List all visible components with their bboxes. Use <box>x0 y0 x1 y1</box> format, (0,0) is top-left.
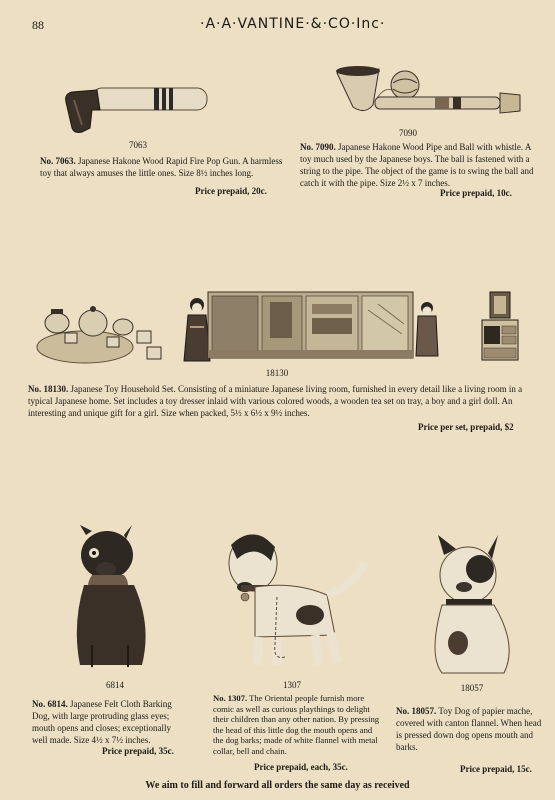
item-text-7063: Japanese Hakone Wood Rapid Fire Pop Gun. A harmless toy that always amuses the little ones. Size 8½ inches long. <box>40 156 283 178</box>
pop-gun-illustration <box>62 70 212 140</box>
price-6814: Price prepaid, 35c. <box>102 746 174 756</box>
price-1307: Price prepaid, each, 35c. <box>254 762 348 772</box>
item-text-18130: Japanese Toy Household Set. Consisting of a miniature Japanese living room, furnished in every detail like a living room in a typical Japanese home. Set includes a toy dresser inlaid with various colored woods, a wooden tea set on tray, a boy and a girl doll. An interesting and unique gift for a girl. Size when packed, 5½ x 6½ x 9½ inches. <box>28 384 523 418</box>
price-7090: Price prepaid, 10c. <box>440 188 512 198</box>
item-text-6814: Japanese Felt Cloth Barking Dog, with large protruding glass eyes; mouth opens and closes; exceptionally well made. Size 4½ x 7½ inches. <box>32 699 172 745</box>
caption-7063: 7063 <box>129 140 147 150</box>
caption-18057: 18057 <box>460 683 484 693</box>
dresser-illustration <box>478 290 523 365</box>
price-7063: Price prepaid, 20c. <box>195 186 267 196</box>
papier-mache-dog-illustration <box>428 535 518 680</box>
caption-18130: 18130 <box>265 368 289 378</box>
item-number-7063: No. 7063. <box>40 156 76 166</box>
item-text-7090: Japanese Hakone Wood Pipe and Ball with whistle. A toy much used by the Japanese boys. The ball is fastened with a string to the pipe. The object of the game is to swing the ball and catch it with the pipe. Size 2½ x 7 inches. <box>300 142 534 188</box>
description-7090 <box>300 141 536 189</box>
flannel-dog-illustration <box>215 525 375 675</box>
description-1307 <box>213 693 381 756</box>
item-number-18057: No. 18057. <box>396 706 437 716</box>
description-18130 <box>28 383 540 419</box>
caption-7090: 7090 <box>399 128 417 138</box>
item-text-1307: The Oriental people furnish more comic as well as curious playthings to delight their children than any other nation. By pressing the head of this little dog the mouth opens and the dog barks; made of white flannel with metal collar, bell and chain. <box>213 693 380 756</box>
price-18130: Price per set, prepaid, $2 <box>418 422 514 432</box>
price-18057: Price prepaid, 15c. <box>460 764 532 774</box>
page-number: 88 <box>32 18 44 32</box>
item-number-7090: No. 7090. <box>300 142 336 152</box>
item-number-18130: No. 18130. <box>28 384 69 394</box>
tea-set-illustration <box>35 295 165 365</box>
brand-header: ·A·A·VANTINE·&·CO·Inc· <box>200 16 386 32</box>
felt-dog-illustration <box>62 525 162 675</box>
footer-note: We aim to fill and forward all orders the same day as received <box>145 780 410 791</box>
description-18057 <box>396 705 544 753</box>
description-7063 <box>40 155 285 179</box>
description-6814 <box>32 698 187 746</box>
item-number-1307: No. 1307. <box>213 693 248 703</box>
caption-6814: 6814 <box>106 680 124 690</box>
item-text-18057: Toy Dog of papier mache, covered with canton flannel. When head is pressed down dog opens mouth and barks. <box>396 706 542 752</box>
living-room-illustration <box>208 290 413 360</box>
caption-1307: 1307 <box>283 680 301 690</box>
pipe-and-ball-illustration <box>335 55 525 125</box>
item-number-6814: No. 6814. <box>32 699 68 709</box>
boy-doll-illustration <box>412 300 442 360</box>
